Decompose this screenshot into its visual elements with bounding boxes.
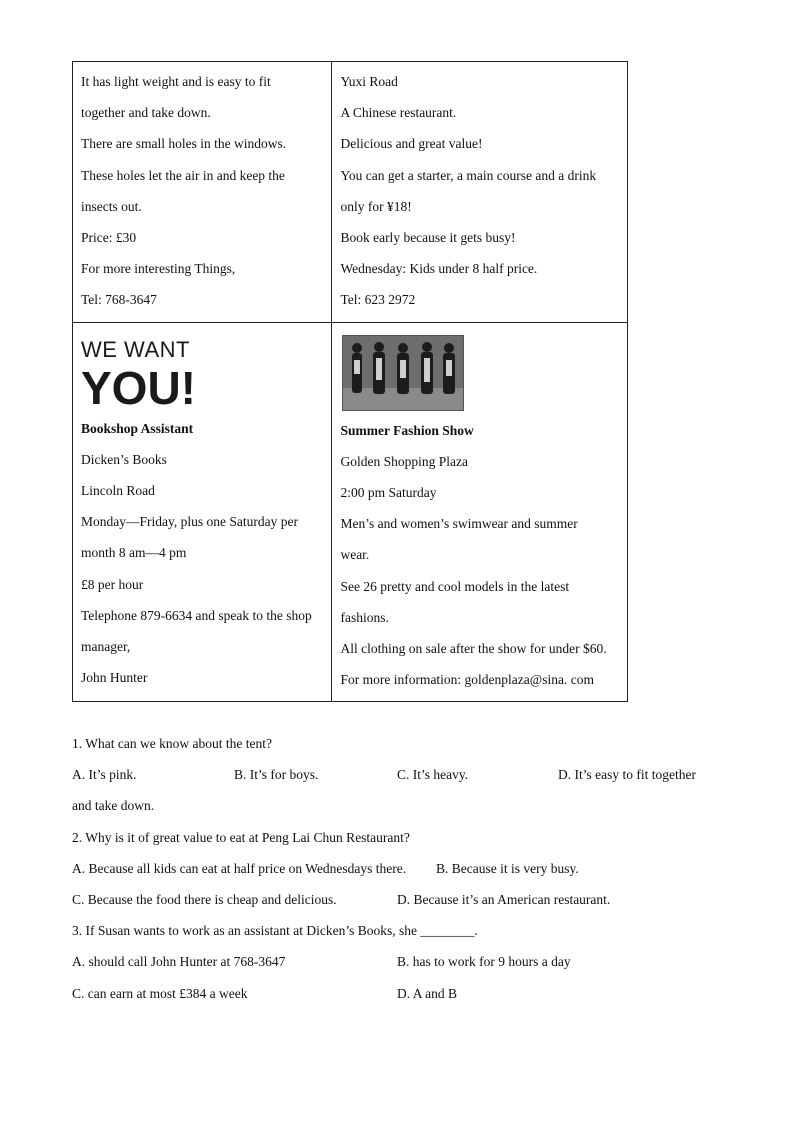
question-stem: 2. Why is it of great value to eat at Peng Lai Chun Restaurant? [72,829,410,845]
option-b: B. It’s for boys. [234,767,319,783]
fashion-ad-line: See 26 pretty and cool models in the latest [340,578,570,594]
question-options-row [72,853,732,884]
job-ad-line: manager, [81,639,131,655]
option-a: A. Because all kids can eat at half price on Wednesdays there. [72,860,407,876]
option-c: C. It’s heavy. [397,767,469,783]
restaurant-ad [332,62,628,323]
tent-ad-price: Price: £30 [81,230,137,246]
fashion-ad [332,322,628,702]
restaurant-ad-line: Wednesday: Kids under 8 half price. [340,261,538,277]
option-d: D. Because it’s an American restaurant. [397,891,611,907]
option-c: C. can earn at most £384 a week [72,985,248,1001]
restaurant-ad-line: A Chinese restaurant. [340,105,457,121]
option-b: B. has to work for 9 hours a day [397,954,571,970]
fashion-ad-contact: For more information: goldenplaza@sina. com [340,672,594,688]
fashion-ad-line: fashions. [340,609,389,625]
fashion-ad-title: Summer Fashion Show [340,422,474,438]
tent-ad-line: It has light weight and is easy to fit [81,74,271,89]
question-stem: 1. What can we know about the tent? [72,736,272,751]
question-options-row [72,884,732,915]
fashion-ad-line: Golden Shopping Plaza [340,453,468,469]
job-ad-line: Dicken’s Books [81,451,167,467]
advertisements-table [72,61,628,702]
option-a: A. It’s pink. [72,767,137,783]
option-c: C. Because the food there is cheap and delicious. [72,891,337,907]
restaurant-ad-phone: Tel: 623 2972 [340,292,416,308]
option-d: D. It’s easy to fit together [558,767,696,783]
job-ad-title: Bookshop Assistant [81,420,194,436]
tent-ad [73,62,332,323]
question-options-row [72,978,732,1009]
job-ad-line: John Hunter [81,670,148,686]
restaurant-ad-line: Book early because it gets busy! [340,230,516,246]
fashion-ad-line: 2:00 pm Saturday [340,485,437,501]
option-b: B. Because it is very busy. [436,860,579,876]
tent-ad-line: insects out. [81,198,142,214]
restaurant-ad-line: Delicious and great value! [340,136,483,152]
question-options-row [72,759,732,790]
job-ad [73,322,332,702]
job-ad-line: Lincoln Road [81,483,155,499]
option-continuation: and take down. [72,798,155,814]
job-ad-line: Telephone 879-6634 and speak to the shop [81,607,312,623]
fashion-ad-line: wear. [340,547,370,563]
tent-ad-line: These holes let the air in and keep the [81,167,285,183]
banner-line-2: YOU! [81,361,196,414]
tent-ad-line: together and take down. [81,105,211,121]
we-want-you-banner [81,336,325,414]
restaurant-ad-line: You can get a starter, a main course and a drink [340,167,597,183]
restaurant-ad-line: Yuxi Road [340,74,398,89]
question-options-row [72,946,732,977]
job-ad-line: £8 per hour [81,576,144,592]
job-ad-line: Monday—Friday, plus one Saturday per [81,514,298,530]
tent-ad-line: For more interesting Things, [81,261,236,277]
fashion-ad-line: Men’s and women’s swimwear and summer [340,516,578,532]
option-d: D. A and B [397,985,458,1001]
banner-line-1: WE WANT [81,336,190,362]
questions-section [72,728,732,1009]
option-a: A. should call John Hunter at 768-3647 [72,954,286,970]
tent-ad-line: There are small holes in the windows. [81,136,287,152]
fashion-models-photo [342,335,464,411]
question-stem: 3. If Susan wants to work as an assistant at Dicken’s Books, she ________. [72,923,478,939]
tent-ad-phone: Tel: 768-3647 [81,292,157,308]
job-ad-line: month 8 am—4 pm [81,545,187,561]
restaurant-ad-line: only for ¥18! [340,198,412,214]
fashion-ad-line: All clothing on sale after the show for under $60. [340,641,607,657]
